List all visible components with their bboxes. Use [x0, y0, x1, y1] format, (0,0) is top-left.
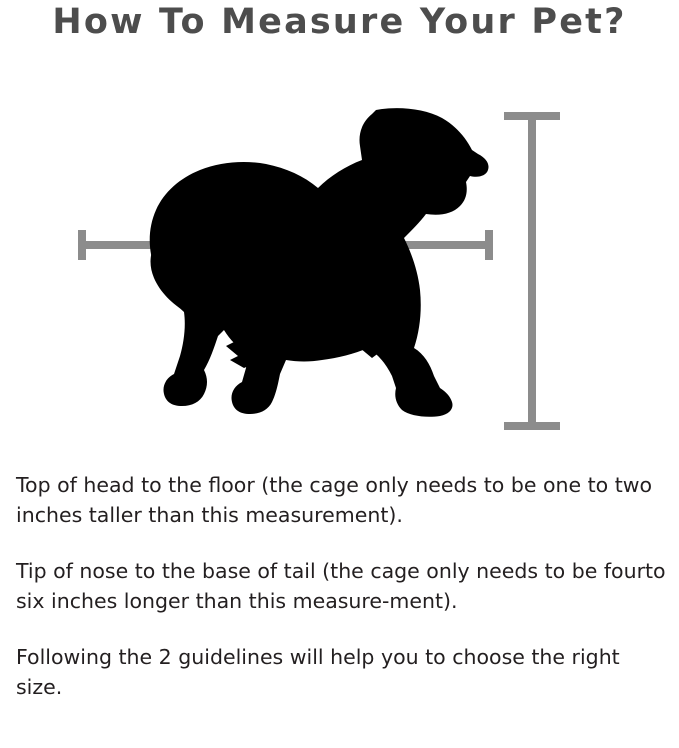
- page-title: How To Measure Your Pet?: [52, 2, 627, 42]
- instruction-height: Top of head to the floor (the cage only needs to be one to two inches taller than this measurement).: [16, 473, 653, 527]
- instructions-block: [16, 470, 666, 702]
- instruction-length: Tip of nose to the base of tail (the cage only needs to be fourto six inches longer than this measure-ment).: [16, 559, 666, 613]
- instruction-summary: Following the 2 guidelines will help you to choose the right size.: [16, 645, 620, 699]
- measurement-diagram: [0, 90, 679, 460]
- height-measure-cap-top: [504, 112, 560, 120]
- height-measure-cap-bottom: [504, 422, 560, 430]
- dog-silhouette-icon: [74, 104, 494, 434]
- height-measure-bar: [504, 112, 560, 430]
- height-measure-line: [528, 112, 536, 430]
